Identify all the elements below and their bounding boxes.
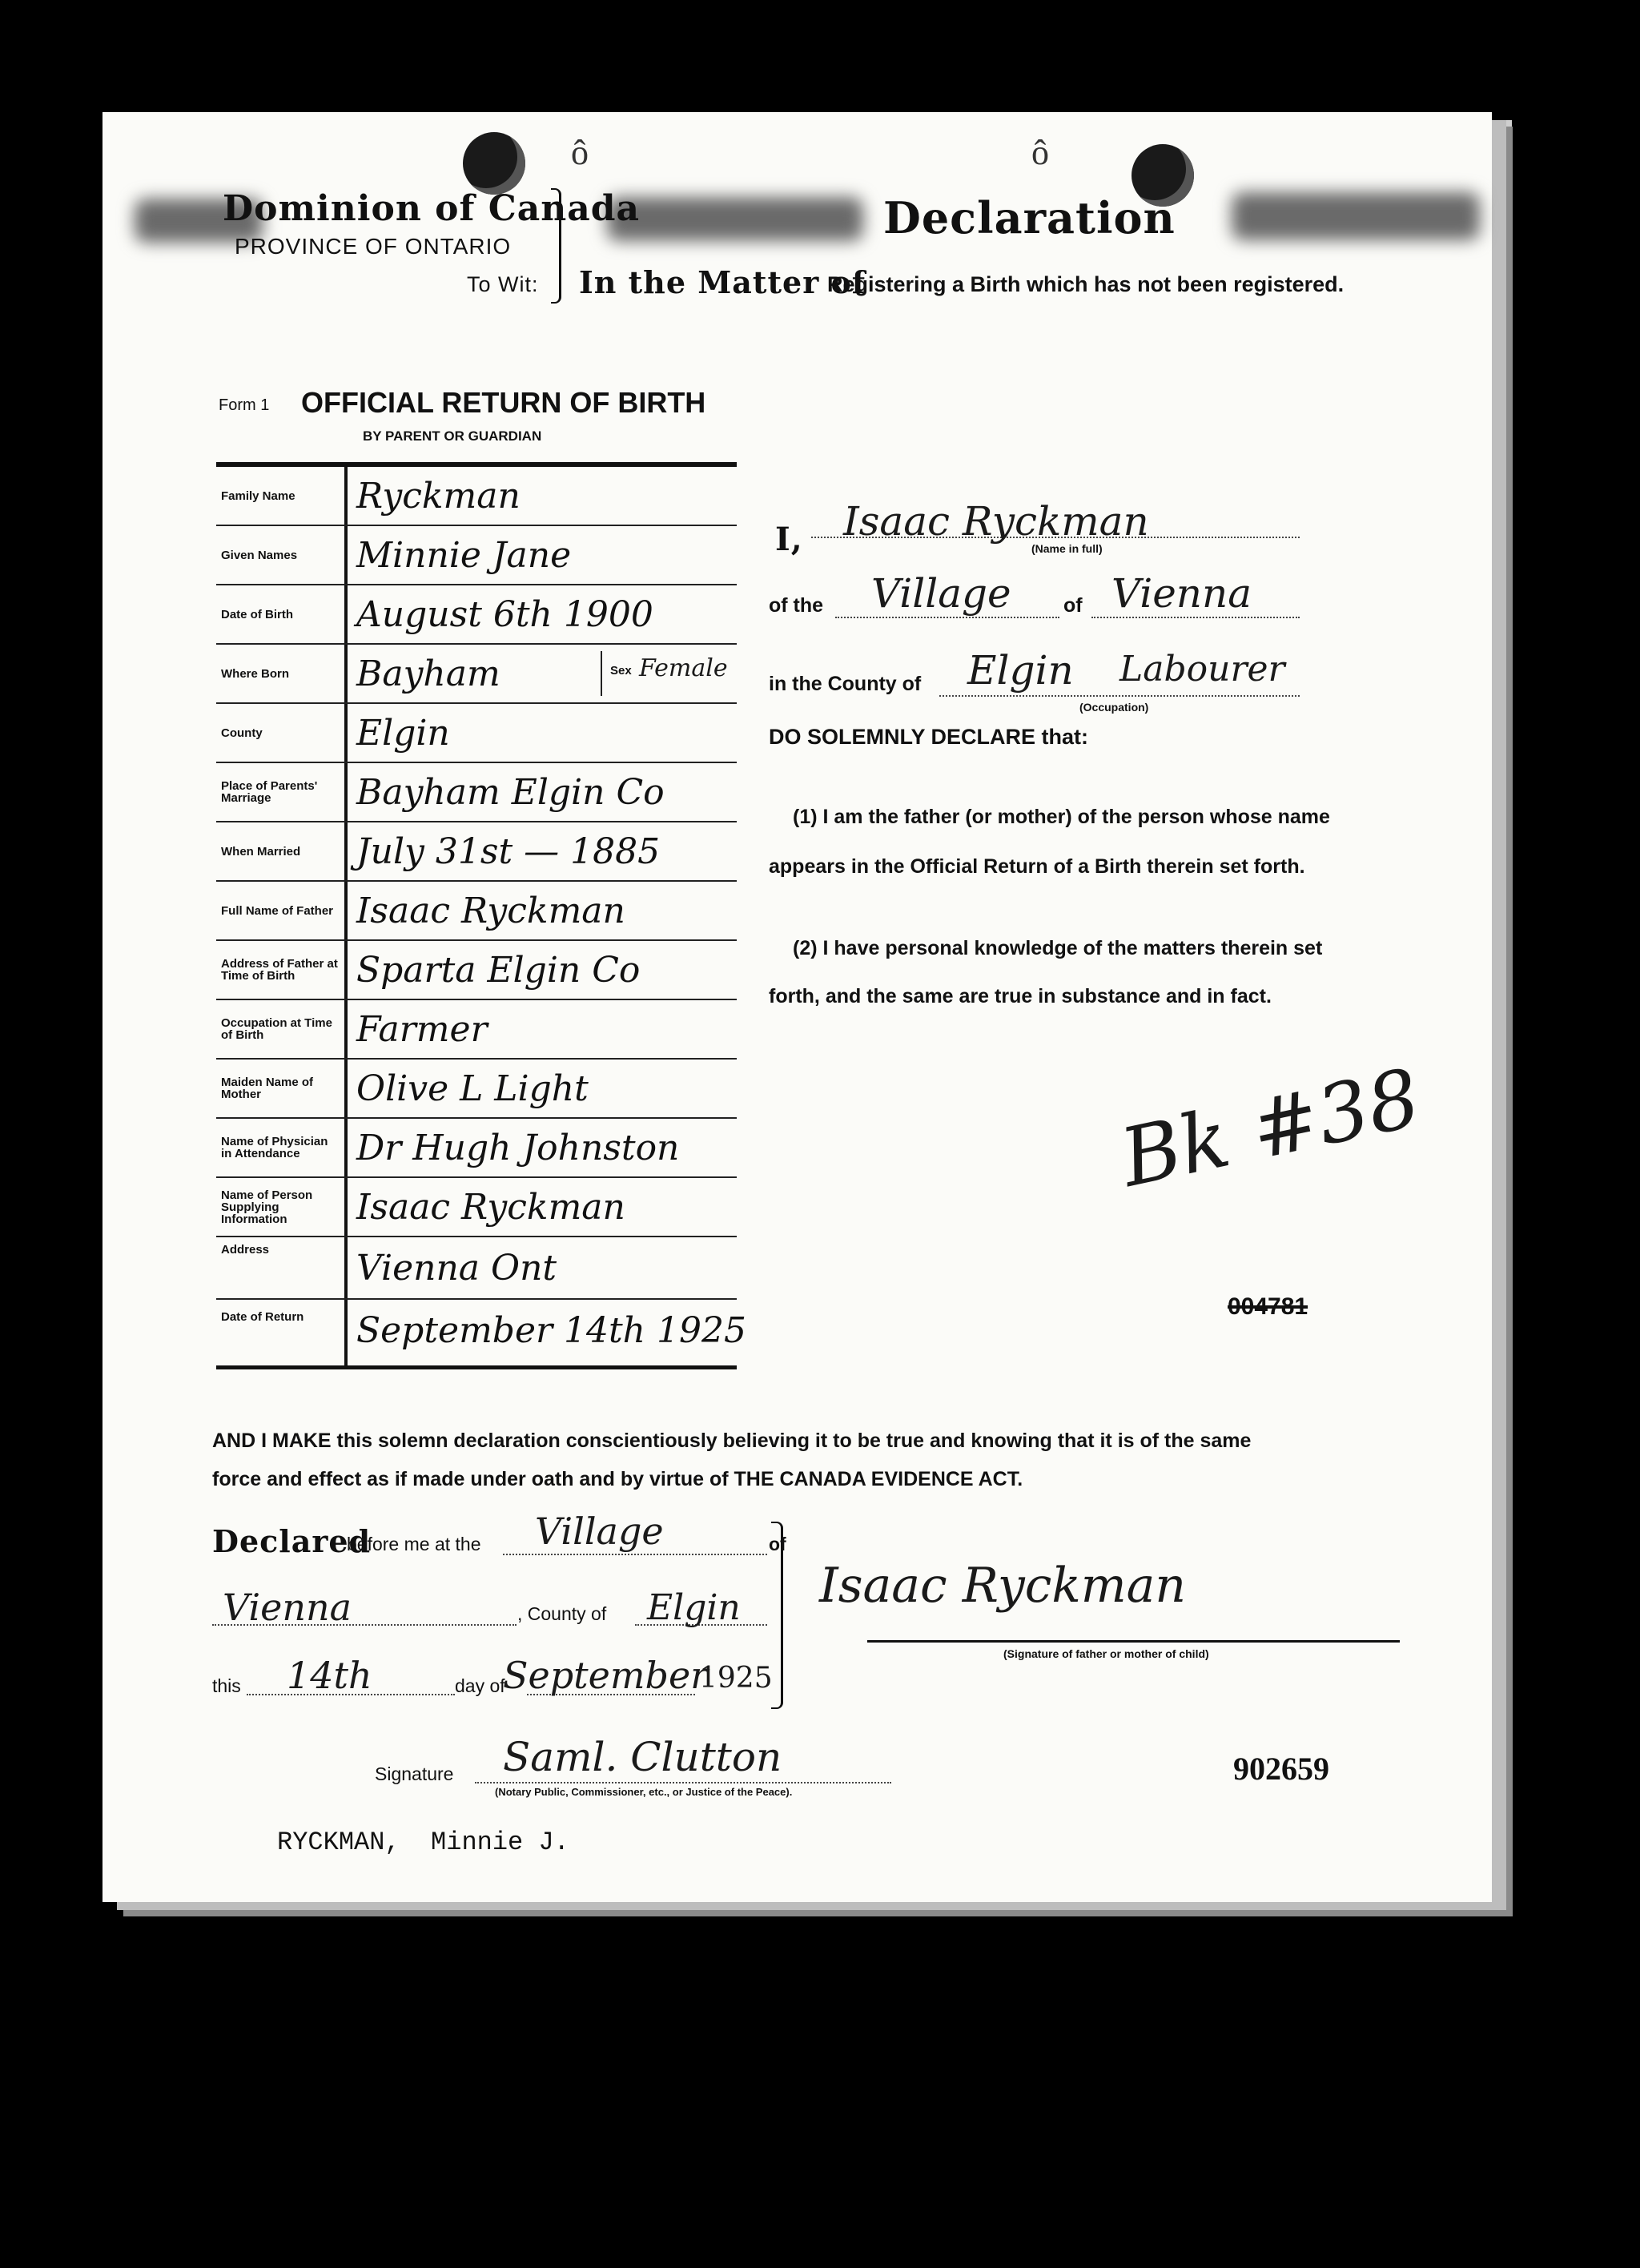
occupation-caption: (Occupation) xyxy=(1079,701,1149,714)
declared-bracket xyxy=(771,1522,783,1709)
commissioner-line xyxy=(475,1782,891,1783)
birth-return-table xyxy=(216,462,746,1369)
family-name-value: Ryckman xyxy=(356,475,521,517)
date-of-return-label: Date of Return xyxy=(221,1310,304,1324)
dominion-heading: Dominion of Canada xyxy=(223,188,641,229)
declared-place-type-line xyxy=(503,1554,767,1555)
table-row xyxy=(216,1300,746,1361)
table-row xyxy=(216,1060,737,1119)
struck-number: 004781 xyxy=(1228,1293,1308,1320)
table-row xyxy=(216,941,737,1000)
sex-divider xyxy=(601,651,602,696)
solemn-line-1: AND I MAKE this solemn declaration conscientiously believing it to be true and knowing that it is of the same xyxy=(212,1430,1252,1452)
document-sheet xyxy=(102,112,1492,1902)
table-row xyxy=(216,822,737,882)
place-type-line xyxy=(835,617,1059,618)
table-row xyxy=(216,1119,737,1178)
mother-maiden-label: Maiden Name of Mother xyxy=(221,1076,314,1101)
declared-place: Vienna xyxy=(223,1586,352,1629)
declared-place-type: Village xyxy=(535,1510,664,1553)
place-type-value: Village xyxy=(871,570,1011,617)
declared-of-label: of xyxy=(769,1534,786,1554)
name-caption: (Name in full) xyxy=(1031,542,1103,555)
father-address-value: Sparta Elgin Co xyxy=(356,949,641,991)
table-row xyxy=(216,882,737,941)
where-born-label: Where Born xyxy=(221,666,290,681)
father-address-label: Address of Father at Time of Birth xyxy=(221,957,338,983)
redaction-blur xyxy=(1232,192,1480,240)
declared-month: September xyxy=(503,1654,709,1697)
this-label: this xyxy=(212,1675,241,1696)
commissioner-caption: (Notary Public, Commissioner, etc., or Justice of the Peace). xyxy=(495,1786,793,1798)
solemn-line-2: force and effect as if made under oath and by virtue of THE CANADA EVIDENCE ACT. xyxy=(212,1468,1023,1490)
declaration-heading: Declaration xyxy=(883,192,1176,243)
to-wit-label: To Wit: xyxy=(467,272,539,296)
form-subtitle: BY PARENT OR GUARDIAN xyxy=(363,428,542,444)
declaration-county-value: Elgin xyxy=(967,647,1074,694)
table-row xyxy=(216,1000,737,1060)
declared-label: Declared xyxy=(212,1523,372,1559)
father-value: Isaac Ryckman xyxy=(356,890,625,931)
parent-signature-caption: (Signature of father or mother of child) xyxy=(1003,1647,1209,1660)
marriage-place-value: Bayham Elgin Co xyxy=(356,771,665,813)
signature-label: Signature xyxy=(375,1763,454,1784)
table-row xyxy=(216,585,737,645)
occupation-value: Farmer xyxy=(356,1008,488,1050)
declarant-name: Isaac Ryckman xyxy=(843,498,1149,545)
county-label: County xyxy=(221,726,263,740)
clause-2b: forth, and the same are true in substance and in fact. xyxy=(769,985,1272,1007)
header-bracket xyxy=(551,188,561,304)
sex-label: Sex xyxy=(610,664,632,678)
before-me-label: before me at the xyxy=(347,1534,481,1554)
punch-mark: ô xyxy=(1031,133,1049,172)
given-names-value: Minnie Jane xyxy=(356,534,572,576)
physician-label: Name of Physician in Attendance xyxy=(221,1135,328,1160)
redaction-blur xyxy=(607,197,863,241)
table-row xyxy=(216,645,737,704)
where-born-value: Bayham xyxy=(356,653,500,694)
place-line xyxy=(1091,617,1300,618)
table-row xyxy=(216,1178,737,1237)
date-of-return-value: September 14th 1925 xyxy=(356,1309,746,1351)
given-names-label: Given Names xyxy=(221,548,298,562)
typed-name: RYCKMAN, Minnie J. xyxy=(277,1828,569,1857)
of-the-label: of the xyxy=(769,594,824,617)
county-value: Elgin xyxy=(356,712,450,754)
table-row xyxy=(216,704,737,763)
clause-2a: (2) I have personal knowledge of the matters therein set xyxy=(793,937,1323,959)
county-line xyxy=(939,695,1300,697)
marriage-place-label: Place of Parents' Marriage xyxy=(221,779,318,805)
physician-value: Dr Hugh Johnston xyxy=(356,1127,680,1168)
form-title: OFFICIAL RETURN OF BIRTH xyxy=(301,386,706,419)
parent-signature: Isaac Ryckman xyxy=(819,1558,1186,1614)
declarant-occupation: Labourer xyxy=(1119,649,1285,690)
registration-number: 902659 xyxy=(1233,1751,1329,1787)
matter-text: Registering a Birth which has not been registered. xyxy=(827,272,1345,296)
commissioner-signature: Saml. Clutton xyxy=(503,1734,782,1780)
day-of-label: day of xyxy=(455,1675,505,1696)
form-number: Form 1 xyxy=(219,396,270,414)
county-of-label: in the County of xyxy=(769,673,922,695)
father-label: Full Name of Father xyxy=(221,903,334,918)
informant-value: Isaac Ryckman xyxy=(356,1186,625,1228)
table-row xyxy=(216,526,737,585)
occupation-label: Occupation at Time of Birth xyxy=(221,1016,332,1042)
i-label: I, xyxy=(775,521,803,558)
address-value: Vienna Ont xyxy=(356,1247,557,1289)
informant-label: Name of Person Supplying Information xyxy=(221,1188,313,1226)
mother-maiden-value: Olive L Light xyxy=(356,1068,589,1109)
in-the-matter-label: In the Matter of xyxy=(579,264,866,300)
punch-hole xyxy=(463,132,525,195)
date-of-birth-value: August 6th 1900 xyxy=(356,593,653,635)
address-label: Address xyxy=(221,1243,270,1257)
table-row xyxy=(216,1237,737,1300)
county-of-text: , County of xyxy=(517,1603,607,1624)
clause-1b: appears in the Official Return of a Birth therein set forth. xyxy=(769,855,1305,878)
solemnly-declare: DO SOLEMNLY DECLARE that: xyxy=(769,725,1089,749)
province-heading: PROVINCE OF ONTARIO xyxy=(235,234,512,259)
of-label: of xyxy=(1063,594,1083,617)
when-married-value: July 31st — 1885 xyxy=(356,830,661,872)
when-married-label: When Married xyxy=(221,844,301,859)
declared-day: 14th xyxy=(287,1654,372,1697)
punch-mark: ô xyxy=(571,133,589,172)
declared-year: 1925 xyxy=(699,1662,773,1695)
family-name-label: Family Name xyxy=(221,489,295,503)
declared-county: Elgin xyxy=(647,1587,741,1628)
place-value: Vienna xyxy=(1111,570,1252,617)
book-number: Bk #38 xyxy=(1112,1051,1428,1205)
table-row xyxy=(216,467,737,526)
sex-value: Female xyxy=(639,654,728,682)
table-row xyxy=(216,763,737,822)
date-of-birth-label: Date of Birth xyxy=(221,607,293,621)
page-edge xyxy=(1489,120,1512,1898)
parent-signature-line xyxy=(867,1640,1400,1643)
clause-1a: (1) I am the father (or mother) of the person whose name xyxy=(793,806,1330,828)
